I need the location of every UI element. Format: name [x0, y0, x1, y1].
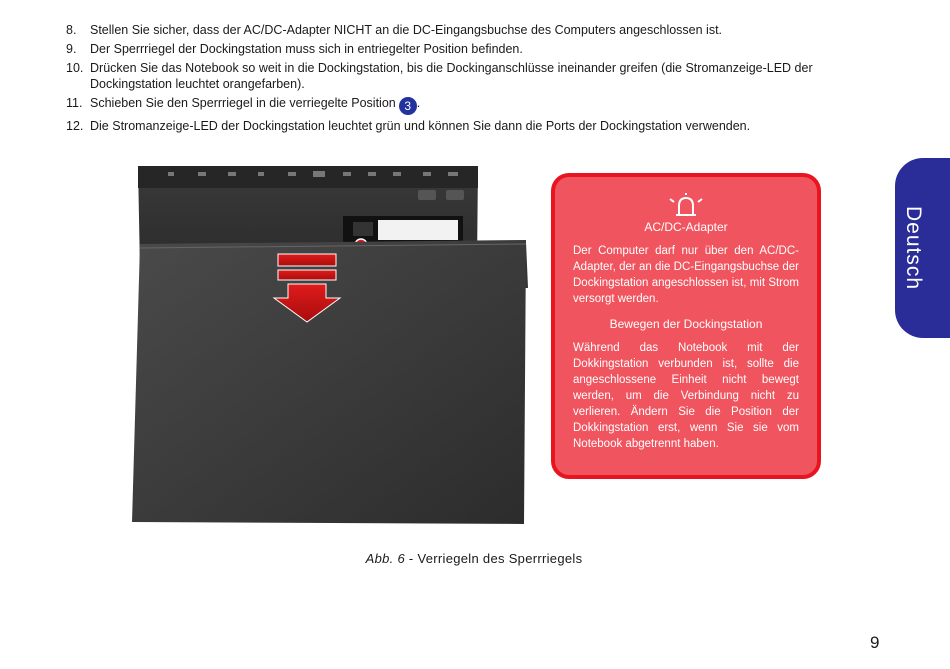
step-suffix: .: [416, 96, 421, 110]
page-number: 9: [870, 633, 880, 652]
warning-box: [551, 173, 821, 479]
step-text: Die Stromanzeige-LED der Dockingstation leuchtet grün und können Sie dann die Ports der Dockingstation verwenden.: [90, 119, 751, 133]
alarm-bell-icon: [669, 193, 703, 219]
callout-badge: 3: [399, 97, 417, 115]
language-tab-label: Deutsch: [902, 205, 925, 291]
caption-text: Verriegeln des Sperrriegels: [417, 551, 583, 566]
step-11: [66, 95, 846, 115]
warning-title: AC/DC-Adapter: [644, 220, 728, 234]
step-number: 8.: [66, 23, 77, 37]
step-12: [66, 118, 846, 134]
step-text: Schieben Sie den Sperrriegel in die verriegelte Position: [90, 96, 396, 110]
step-9: [66, 41, 846, 57]
docking-station-photo: [128, 162, 548, 532]
step-text: Drücken Sie das Notebook so weit in die Dockingstation, bis die Dockinganschlüsse ineinander greifen (die Stromanzeige-LED der Dockingstation leuchtet orangefarben).: [90, 61, 813, 91]
step-number: 9.: [66, 42, 77, 56]
step-number: 10.: [66, 61, 84, 75]
step-10: [66, 60, 846, 92]
instruction-steps: [66, 22, 846, 137]
warning-subtitle: Bewegen der Dockingstation: [609, 317, 763, 331]
figure-caption: [0, 551, 948, 566]
warning-text-moving: Während das Notebook mit der Dokkingstation verbunden ist, sollte die angeschlossene Einheit nicht bewegt werden, um die Verbindung nicht zu verlieren. Ändern Sie die Position der Dokkingstation erst, wenn Sie sie vom Notebook abgetrennt haben.: [573, 342, 799, 450]
step-text: Der Sperrriegel der Dockingstation muss sich in entriegelter Position befinden.: [90, 42, 523, 56]
step-number: 11.: [66, 96, 83, 110]
step-number: 12.: [66, 119, 84, 133]
warning-text-power: Der Computer darf nur über den AC/DC-Adapter, der an die DC-Eingangsbuchse der Dockingstation angeschlossen ist, mit Strom versorgt werden.: [573, 245, 799, 305]
step-text: Stellen Sie sicher, dass der AC/DC-Adapter NICHT an die DC-Eingangsbuchse des Computers angeschlossen ist.: [90, 23, 723, 37]
caption-separator: -: [405, 551, 418, 566]
caption-label: Abb. 6: [365, 551, 406, 566]
step-8: [66, 22, 846, 38]
